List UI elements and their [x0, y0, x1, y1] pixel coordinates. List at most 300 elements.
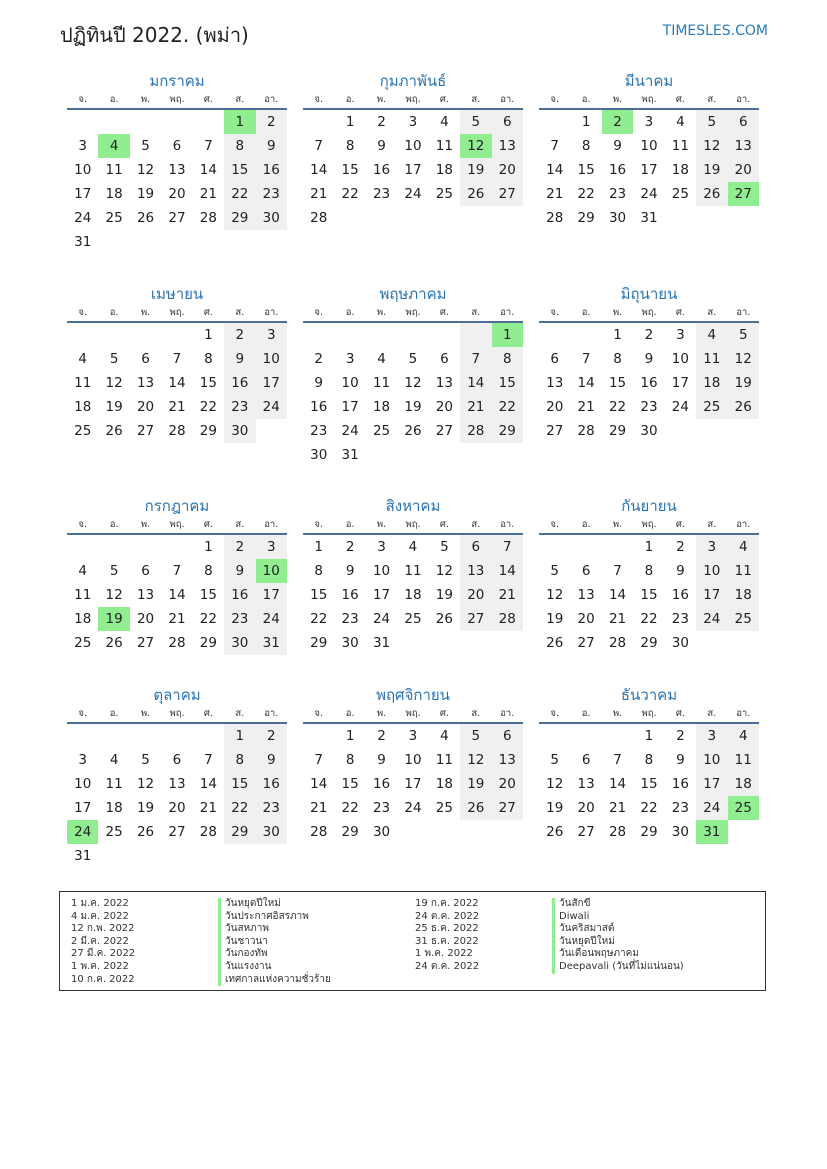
day-cell: 18: [372, 399, 391, 415]
day-cell: 14: [310, 162, 328, 178]
day-cell: 12: [435, 563, 453, 579]
day-cell: 11: [671, 138, 689, 154]
day-cell: 15: [224, 772, 255, 796]
day-cell: 21: [199, 186, 217, 202]
day-cell: 25: [671, 186, 689, 202]
day-cell: 26: [105, 635, 123, 651]
day-cell: 8: [345, 138, 355, 154]
day-cell: 12: [404, 375, 422, 391]
day-cell: 21: [492, 583, 523, 607]
day-cell: 23: [640, 399, 658, 415]
day-cell: 16: [640, 375, 658, 391]
day-cell: 22: [577, 186, 595, 202]
day-cell: 3: [644, 114, 654, 130]
day-cell: 28: [310, 824, 328, 840]
empty-day-cell: [193, 724, 224, 748]
weekday-label: อา.: [264, 94, 279, 105]
weekday-label: อ.: [581, 708, 591, 719]
weekday-label: ศ.: [203, 708, 213, 719]
day-cell: 24: [404, 186, 422, 202]
day-cell: 25: [105, 210, 123, 226]
day-cell: 31: [74, 848, 92, 864]
empty-day-cell: [539, 535, 570, 559]
day-cell: 16: [256, 772, 287, 796]
day-cell: 27: [577, 635, 595, 651]
holiday-day-cell: 19: [98, 607, 129, 631]
day-cell: 6: [440, 351, 449, 367]
day-cell: 26: [546, 824, 564, 840]
weekday-label: อ.: [109, 94, 119, 105]
day-cell: 30: [256, 206, 287, 230]
holiday-legend: [59, 891, 766, 991]
weekday-label: ส.: [471, 94, 481, 105]
empty-day-cell: [98, 724, 129, 748]
day-cell: 13: [460, 559, 491, 583]
empty-day-cell: [570, 724, 601, 748]
day-cell: 18: [404, 587, 422, 603]
day-cell: 26: [136, 210, 155, 226]
day-cell: 15: [199, 375, 217, 391]
day-cell: 19: [136, 800, 155, 816]
day-cell: 20: [136, 399, 155, 415]
day-cell: 1: [345, 728, 355, 744]
weekday-label: อา.: [264, 519, 279, 530]
days-grid: [539, 323, 759, 443]
holiday-day-cell: 24: [67, 820, 98, 844]
empty-day-cell: [397, 323, 428, 347]
weekday-label: ส.: [235, 307, 245, 318]
day-cell: 4: [78, 563, 87, 579]
day-cell: 5: [109, 351, 119, 367]
day-cell: 2: [377, 114, 386, 130]
day-cell: 11: [435, 138, 453, 154]
day-cell: 8: [224, 134, 255, 158]
day-cell: 18: [74, 611, 92, 627]
day-cell: 10: [696, 748, 727, 772]
day-cell: 12: [136, 776, 155, 792]
day-cell: 11: [74, 587, 92, 603]
day-cell: 18: [105, 800, 123, 816]
day-cell: 6: [141, 563, 150, 579]
holiday-day-cell: 1: [224, 110, 255, 134]
day-cell: 3: [78, 752, 87, 768]
day-cell: 28: [546, 210, 564, 226]
empty-day-cell: [334, 323, 365, 347]
day-cell: 20: [435, 399, 453, 415]
day-cell: 26: [546, 635, 564, 651]
month-calendar: [539, 283, 759, 443]
day-cell: 13: [435, 375, 453, 391]
day-cell: 2: [377, 728, 386, 744]
weekday-header: [67, 305, 287, 323]
empty-day-cell: [98, 110, 129, 134]
legend-holiday-date: 31 ธ.ค. 2022: [415, 935, 479, 947]
day-cell: 30: [224, 631, 255, 655]
empty-day-cell: [366, 323, 397, 347]
day-cell: 26: [460, 182, 491, 206]
day-cell: 4: [78, 351, 87, 367]
empty-day-cell: [161, 323, 192, 347]
days-grid: [67, 535, 287, 655]
weekday-label: พฤ.: [641, 519, 657, 530]
day-cell: 28: [608, 635, 627, 651]
day-cell: 9: [676, 752, 685, 768]
day-cell: 14: [577, 375, 595, 391]
weekday-label: พ.: [140, 94, 151, 105]
day-cell: 13: [168, 162, 186, 178]
day-cell: 5: [460, 724, 491, 748]
day-cell: 9: [377, 138, 386, 154]
day-cell: 1: [204, 539, 213, 555]
weekday-label: ส.: [235, 519, 245, 530]
day-cell: 11: [728, 748, 759, 772]
weekday-header: [539, 706, 759, 724]
day-cell: 19: [404, 399, 422, 415]
holiday-day-cell: 4: [98, 134, 129, 158]
day-cell: 20: [728, 158, 759, 182]
day-cell: 9: [644, 351, 654, 367]
day-cell: 28: [199, 824, 217, 840]
day-cell: 14: [199, 776, 217, 792]
day-cell: 23: [671, 800, 689, 816]
day-cell: 16: [671, 776, 689, 792]
day-cell: 19: [696, 158, 727, 182]
weekday-label: ส.: [707, 708, 717, 719]
weekday-label: อ.: [345, 94, 355, 105]
day-cell: 1: [581, 114, 591, 130]
day-cell: 16: [224, 371, 255, 395]
day-cell: 1: [345, 114, 355, 130]
day-cell: 21: [577, 399, 595, 415]
day-cell: 30: [608, 210, 627, 226]
day-cell: 12: [460, 748, 491, 772]
day-cell: 29: [310, 635, 328, 651]
weekday-label: อา.: [500, 307, 515, 318]
day-cell: 26: [404, 423, 422, 439]
day-cell: 27: [435, 423, 453, 439]
day-cell: 23: [372, 186, 391, 202]
day-cell: 7: [492, 535, 523, 559]
day-cell: 20: [577, 611, 595, 627]
legend-holiday-date: 24 ต.ค. 2022: [415, 960, 480, 972]
month-calendar: [303, 495, 523, 655]
day-cell: 5: [440, 539, 449, 555]
day-cell: 30: [671, 824, 689, 840]
weekday-header: [67, 92, 287, 110]
day-cell: 5: [408, 351, 418, 367]
empty-day-cell: [67, 724, 98, 748]
empty-day-cell: [161, 110, 192, 134]
empty-day-cell: [130, 724, 161, 748]
day-cell: 14: [310, 776, 328, 792]
weekday-label: พฤ.: [169, 708, 185, 719]
day-cell: 23: [224, 607, 255, 631]
day-cell: 1: [644, 728, 654, 744]
weekday-label: ส.: [471, 708, 481, 719]
day-cell: 26: [728, 395, 759, 419]
day-cell: 18: [74, 399, 92, 415]
day-cell: 2: [676, 728, 685, 744]
day-cell: 31: [640, 210, 658, 226]
day-cell: 5: [550, 752, 559, 768]
day-cell: 9: [377, 752, 386, 768]
day-cell: 13: [136, 587, 155, 603]
weekday-label: ศ.: [439, 94, 449, 105]
legend-holiday-date: 2 มี.ค. 2022: [71, 935, 129, 947]
day-cell: 11: [105, 776, 123, 792]
days-grid: [67, 110, 287, 254]
day-cell: 20: [168, 186, 186, 202]
day-cell: 14: [460, 371, 491, 395]
day-cell: 9: [256, 748, 287, 772]
day-cell: 15: [310, 587, 328, 603]
month-name: พฤษภาคม: [379, 285, 447, 303]
day-cell: 23: [256, 182, 287, 206]
day-cell: 25: [105, 824, 123, 840]
day-cell: 6: [492, 110, 523, 134]
day-cell: 3: [377, 539, 386, 555]
day-cell: 25: [728, 607, 759, 631]
day-cell: 1: [224, 724, 255, 748]
day-cell: 9: [224, 559, 255, 583]
legend-holiday-date: 4 ม.ค. 2022: [71, 910, 129, 922]
weekday-header: [539, 92, 759, 110]
day-cell: 2: [345, 539, 355, 555]
brand-link[interactable]: TIMESLES.COM: [662, 23, 768, 39]
day-cell: 3: [345, 351, 355, 367]
day-cell: 30: [671, 635, 689, 651]
day-cell: 16: [341, 587, 359, 603]
day-cell: 19: [460, 772, 491, 796]
day-cell: 22: [341, 800, 359, 816]
weekday-label: พฤ.: [405, 94, 421, 105]
day-cell: 23: [671, 611, 689, 627]
day-cell: 5: [109, 563, 119, 579]
weekday-label: พฤ.: [641, 307, 657, 318]
empty-day-cell: [98, 323, 129, 347]
day-cell: 10: [74, 776, 92, 792]
weekday-label: พ.: [376, 708, 387, 719]
weekday-label: จ.: [550, 708, 559, 719]
day-cell: 16: [224, 583, 255, 607]
day-cell: 8: [204, 563, 213, 579]
weekday-label: อา.: [500, 708, 515, 719]
month-name: มกราคม: [149, 72, 205, 90]
day-cell: 17: [341, 399, 359, 415]
day-cell: 7: [613, 563, 622, 579]
day-cell: 6: [581, 752, 591, 768]
day-cell: 5: [141, 752, 150, 768]
weekday-header: [303, 92, 523, 110]
day-cell: 15: [199, 587, 217, 603]
legend-names-col-2: [552, 898, 684, 974]
weekday-label: จ.: [550, 519, 559, 530]
day-cell: 31: [372, 635, 391, 651]
day-cell: 23: [372, 800, 391, 816]
day-cell: 3: [256, 535, 287, 559]
day-cell: 22: [224, 796, 255, 820]
day-cell: 18: [105, 186, 123, 202]
legend-holiday-date: 19 ก.ค. 2022: [415, 898, 479, 909]
month-name: สิงหาคม: [385, 497, 441, 515]
legend-holiday-date: 25 ธ.ค. 2022: [415, 923, 479, 935]
legend-holiday-name: วันสักขี: [552, 898, 684, 911]
day-cell: 25: [74, 635, 92, 651]
month-name: กันยายน: [621, 497, 677, 515]
weekday-label: พฤ.: [169, 519, 185, 530]
day-cell: 13: [728, 134, 759, 158]
day-cell: 15: [640, 587, 658, 603]
day-cell: 31: [74, 234, 92, 250]
day-cell: 12: [728, 347, 759, 371]
day-cell: 29: [224, 820, 255, 844]
day-cell: 10: [640, 138, 658, 154]
day-cell: 15: [492, 371, 523, 395]
day-cell: 22: [640, 800, 658, 816]
day-cell: 11: [696, 347, 727, 371]
day-cell: 3: [256, 323, 287, 347]
weekday-label: ส.: [707, 94, 717, 105]
day-cell: 22: [492, 395, 523, 419]
day-cell: 30: [341, 635, 359, 651]
day-cell: 14: [546, 162, 564, 178]
day-cell: 5: [141, 138, 150, 154]
day-cell: 7: [550, 138, 559, 154]
empty-day-cell: [130, 323, 161, 347]
weekday-label: จ.: [78, 708, 87, 719]
day-cell: 27: [577, 824, 595, 840]
day-cell: 23: [310, 423, 328, 439]
days-grid: [303, 323, 523, 467]
day-cell: 2: [314, 351, 323, 367]
day-cell: 27: [492, 796, 523, 820]
day-cell: 23: [608, 186, 627, 202]
day-cell: 13: [168, 776, 186, 792]
day-cell: 9: [345, 563, 355, 579]
day-cell: 11: [404, 563, 422, 579]
empty-day-cell: [130, 535, 161, 559]
day-cell: 15: [341, 776, 359, 792]
day-cell: 10: [341, 375, 359, 391]
weekday-header: [303, 305, 523, 323]
day-cell: 12: [546, 776, 564, 792]
day-cell: 14: [199, 162, 217, 178]
day-cell: 13: [577, 587, 595, 603]
weekday-label: พฤ.: [405, 708, 421, 719]
day-cell: 10: [256, 347, 287, 371]
day-cell: 12: [136, 162, 155, 178]
day-cell: 24: [341, 423, 359, 439]
day-cell: 17: [256, 371, 287, 395]
day-cell: 22: [341, 186, 359, 202]
day-cell: 17: [671, 375, 689, 391]
day-cell: 24: [372, 611, 391, 627]
day-cell: 6: [492, 724, 523, 748]
day-cell: 4: [728, 724, 759, 748]
day-cell: 4: [377, 351, 386, 367]
day-cell: 21: [310, 186, 328, 202]
day-cell: 8: [644, 563, 654, 579]
day-cell: 21: [310, 800, 328, 816]
day-cell: 10: [671, 351, 689, 367]
day-cell: 24: [74, 210, 92, 226]
day-cell: 11: [74, 375, 92, 391]
day-cell: 20: [492, 158, 523, 182]
day-cell: 13: [546, 375, 564, 391]
legend-holiday-date: 1 พ.ค. 2022: [415, 948, 473, 960]
month-name: เมษายน: [150, 285, 204, 303]
day-cell: 2: [256, 724, 287, 748]
day-cell: 24: [696, 796, 727, 820]
weekday-label: อา.: [264, 708, 279, 719]
empty-day-cell: [98, 535, 129, 559]
day-cell: 19: [728, 371, 759, 395]
day-cell: 14: [168, 375, 186, 391]
empty-day-cell: [303, 110, 334, 134]
weekday-label: ศ.: [675, 94, 685, 105]
day-cell: 16: [256, 158, 287, 182]
days-grid: [67, 724, 287, 868]
day-cell: 23: [341, 611, 359, 627]
day-cell: 29: [341, 824, 359, 840]
day-cell: 25: [372, 423, 391, 439]
empty-day-cell: [602, 724, 633, 748]
day-cell: 25: [435, 800, 453, 816]
day-cell: 19: [460, 158, 491, 182]
month-name: ตุลาคม: [153, 686, 201, 704]
day-cell: 26: [435, 611, 453, 627]
day-cell: 5: [550, 563, 559, 579]
day-cell: 11: [435, 752, 453, 768]
weekday-label: อา.: [736, 708, 751, 719]
day-cell: 17: [640, 162, 658, 178]
holiday-day-cell: 12: [460, 134, 491, 158]
weekday-label: อ.: [581, 94, 591, 105]
empty-day-cell: [193, 110, 224, 134]
day-cell: 8: [492, 347, 523, 371]
month-calendar: [67, 684, 287, 868]
day-cell: 13: [136, 375, 155, 391]
weekday-label: พฤ.: [169, 94, 185, 105]
empty-day-cell: [161, 535, 192, 559]
empty-day-cell: [539, 110, 570, 134]
weekday-label: อา.: [500, 519, 515, 530]
day-cell: 2: [676, 539, 685, 555]
day-cell: 22: [199, 611, 217, 627]
day-cell: 4: [440, 728, 449, 744]
day-cell: 19: [546, 800, 564, 816]
month-calendar: [67, 70, 287, 254]
legend-holiday-name: วันคริสมาสต์: [552, 923, 684, 936]
day-cell: 9: [314, 375, 323, 391]
empty-day-cell: [570, 323, 601, 347]
day-cell: 4: [109, 752, 119, 768]
day-cell: 15: [577, 162, 595, 178]
weekday-label: ศ.: [675, 708, 685, 719]
day-cell: 28: [310, 210, 328, 226]
legend-holiday-date: 27 มี.ค. 2022: [71, 948, 136, 960]
day-cell: 15: [640, 776, 658, 792]
legend-holiday-name: วันหยุดปีใหม่: [218, 898, 331, 911]
month-calendar: [539, 70, 759, 230]
day-cell: 10: [372, 563, 391, 579]
empty-day-cell: [602, 535, 633, 559]
day-cell: 2: [256, 110, 287, 134]
day-cell: 1: [644, 539, 654, 555]
weekday-label: จ.: [78, 94, 87, 105]
legend-holiday-date: 24 ต.ค. 2022: [415, 910, 480, 922]
month-name: ธันวาคม: [620, 686, 678, 704]
